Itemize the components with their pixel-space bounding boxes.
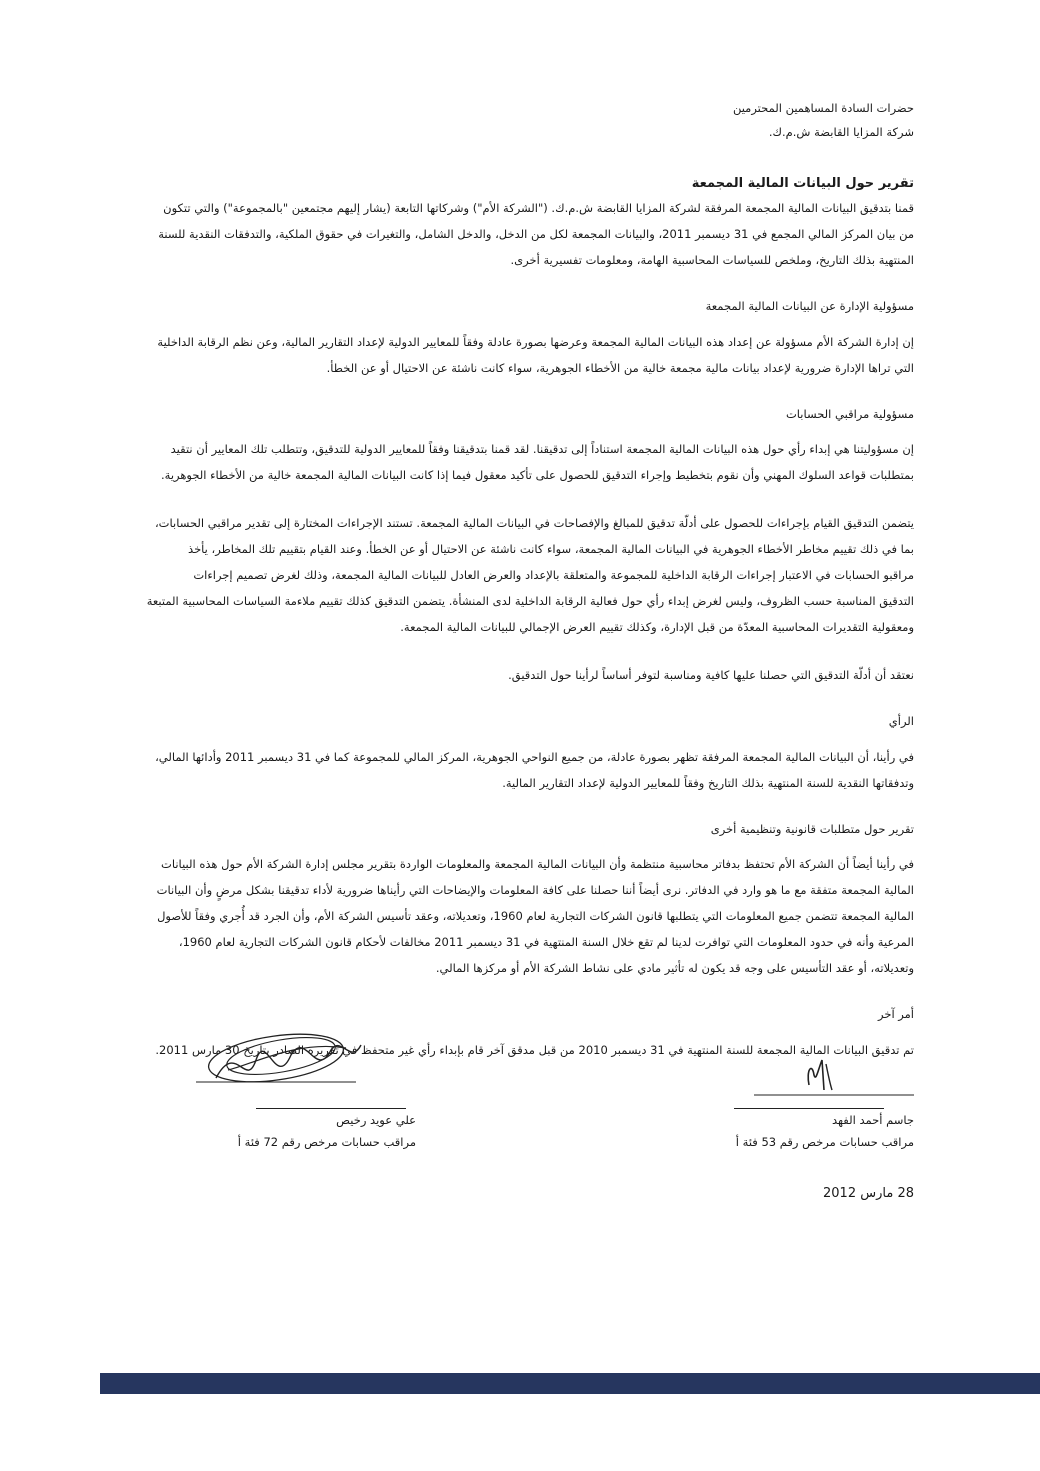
text-line: وتعديلاته، أو عقد التأسيس على وجه قد يكون له تأثير مادي على نشاط الشركة الأم أو مركزها المالي.	[435, 961, 914, 975]
text-line: في رأينا، أن البيانات المالية المجمعة المرفقة تظهر بصورة عادلة، من جميع النواحي الجوهرية، المركز المالي للمجموعة كما في 31 ديسمبر 2011 وأدائها المالي،	[155, 749, 914, 764]
company-line: شركة المزايا القابضة ش.م.ك.	[768, 125, 914, 139]
other-matter-heading: أمر آخر	[877, 1007, 914, 1021]
report-body	[126, 96, 914, 1063]
text-line: إن مسؤوليتنا هي إبداء رأي حول هذه البيانات المالية المجمعة استناداً إلى تدقيقنا. لقد قمنا بتدقيقنا وفقاً للمعايير الدولية للتدقيق، وتتطلب تلك المعايير أن نتقيد	[170, 442, 914, 456]
text-line: مراقبو الحسابات في الاعتبار إجراءات الرقابة الداخلية للمجموعة والمتعلقة بالإعداد والعرض العادل للبيانات المالية المجمعة، وذلك لغرض تصميم إجراءات	[193, 568, 914, 582]
footer-bar	[100, 1373, 1040, 1394]
opinion-heading: الرأي	[888, 714, 914, 728]
handwritten-signature	[156, 1040, 416, 1100]
text-line: من بيان المركز المالي المجمع في 31 ديسمبر 2011، والبيانات المجمعة لكل من الدخل، والدخل الشامل، والتغيرات في حقوق الملكية، والتدفقات النقدية للسنة	[158, 227, 914, 241]
signatory-name: جاسم أحمد الفهد	[831, 1113, 914, 1127]
text-line: بمتطلبات قواعد السلوك المهني وأن نقوم بتخطيط وإجراء التدقيق للحصول على تأكيد معقول فيما إذا كانت البيانات المالية المجمعة خالية من الأخطاء الجوهرية.	[161, 468, 914, 482]
text-line: المرعية وأنه في حدود المعلومات التي توافرت لدينا لم تقع خلال السنة المنتهية في 31 ديسمبر 2011 مخالفات لأحكام قانون الشركات التجارية لعام 1960،	[178, 935, 914, 949]
signatory-left	[156, 1040, 416, 1153]
text-line: بما في ذلك تقييم مخاطر الأخطاء الجوهرية في البيانات المالية المجمعة، سواء كانت ناشئة عن الاحتيال أو عن الخطأ. وعند القيام بتقييم تلك المخاطر، يأخذ	[188, 542, 914, 556]
auditors-heading: مسؤولية مراقبي الحسابات	[785, 406, 914, 421]
addressee-line: حضرات السادة المساهمين المحترمين	[732, 101, 914, 115]
text-line: وتدفقاتها النقدية للسنة المنتهية بذلك التاريخ وفقاً للمعايير الدولية لإعداد التقارير المالية.	[502, 775, 914, 790]
text-line: المالية المجمعة متفقة مع ما هو وارد في الدفاتر. نرى أيضاً أننا حصلنا على كافة المعلومات والإيضاحات التي رأيناها ضرورية لأداء تدقيقنا بشكل مرضٍ وأن البيانات	[156, 883, 914, 897]
text-line: تم تدقيق البيانات المالية المجمعة للسنة المنتهية في 31 ديسمبر 2010 من قبل مدقق آخر قام بإبداء رأي غير متحفظ في تقريره الصادر بتاريخ 30 مارس 2011.	[155, 1042, 914, 1057]
belief-paragraph	[126, 662, 914, 688]
text-line: قمنا بتدقيق البيانات المالية المجمعة المرفقة لشركة المزايا القابضة ش.م.ك. ("الشركة الأم") وشركاتها التابعة (يشار إليهم مجتمعين "بالمجموعة") والتي تتكون	[163, 201, 914, 215]
text-line: في رأينا أيضاً أن الشركة الأم تحتفظ بدفاتر محاسبية منتظمة وأن البيانات المالية المجمعة والمعلومات الواردة بتقرير مجلس إدارة الشركة الأم حول هذه البيانات	[161, 857, 914, 871]
text-line: المالية المجمعة تتضمن جميع المعلومات التي يتطلبها قانون الشركات التجارية لعام 1960، وتعديلاته، وعقد تأسيس الشركة الأم، وأن الجرد قد أُجري وفقاً للأصول	[157, 909, 914, 923]
signatory-credential: مراقب حسابات مرخص رقم 72 فئة أ	[237, 1135, 416, 1149]
signatory-name: علي عويد رخيص	[336, 1113, 416, 1127]
signature-image	[714, 1040, 914, 1100]
text-line: نعتقد أن أدلّة التدقيق التي حصلنا عليها كافية ومناسبة لتوفر أساساً لرأينا حول التدقيق.	[508, 668, 914, 682]
signatures-area	[126, 1040, 914, 1170]
management-paragraph	[126, 329, 914, 381]
legal-heading: تقرير حول متطلبات قانونية وتنظيمية أخرى	[710, 821, 914, 836]
opinion-paragraph	[126, 744, 914, 796]
handwritten-signature	[654, 1040, 914, 1100]
signatory-credential: مراقب حسابات مرخص رقم 53 فئة أ	[735, 1135, 914, 1149]
text-line: المنتهية بذلك التاريخ، وملخص للسياسات المحاسبية الهامة، ومعلومات تفسيرية أخرى.	[510, 253, 914, 267]
auditors-paragraph	[126, 436, 914, 488]
signature-image	[156, 1020, 416, 1100]
text-line: التدقيق المناسبة حسب الظروف، وليس لغرض إبداء رأي حول فعالية الرقابة الداخلية لدى المنشأة. يتضمن التدقيق كذلك تقييم ملاءمة السياسات المحاسبية المتبعة	[146, 594, 914, 608]
signatory-right	[654, 1040, 914, 1153]
text-line: ومعقولية التقديرات المحاسبية المعدّة من قبل الإدارة، وكذلك تقييم العرض الإجمالي للبيانات المالية المجمعة.	[400, 620, 914, 634]
text-line: يتضمن التدقيق القيام بإجراءات للحصول على أدلّة تدقيق للمبالغ والإفصاحات في البيانات المالية المجمعة. تستند الإجراءات المختارة إلى تقدير مراقبي الحسابات،	[154, 516, 914, 530]
legal-paragraph	[126, 851, 914, 981]
management-heading: مسؤولية الإدارة عن البيانات المالية المجمعة	[705, 299, 914, 313]
report-date: 28 مارس 2012	[823, 1186, 914, 1201]
report-title: تقرير حول البيانات المالية المجمعة	[691, 176, 914, 191]
addressee-block	[126, 96, 914, 144]
text-line: إن إدارة الشركة الأم مسؤولة عن إعداد هذه البيانات المالية المجمعة وعرضها بصورة عادلة وفقاً للمعايير الدولية لإعداد التقارير المالية، وعن نظم الرقابة الداخلية	[157, 334, 914, 349]
intro-paragraph	[126, 195, 914, 273]
procedures-paragraph	[126, 510, 914, 640]
text-line: التي تراها الإدارة ضرورية لإعداد بيانات مالية مجمعة خالية من الأخطاء الجوهرية، سواء كانت ناشئة عن الاحتيال أو عن الخطأ.	[326, 360, 914, 375]
